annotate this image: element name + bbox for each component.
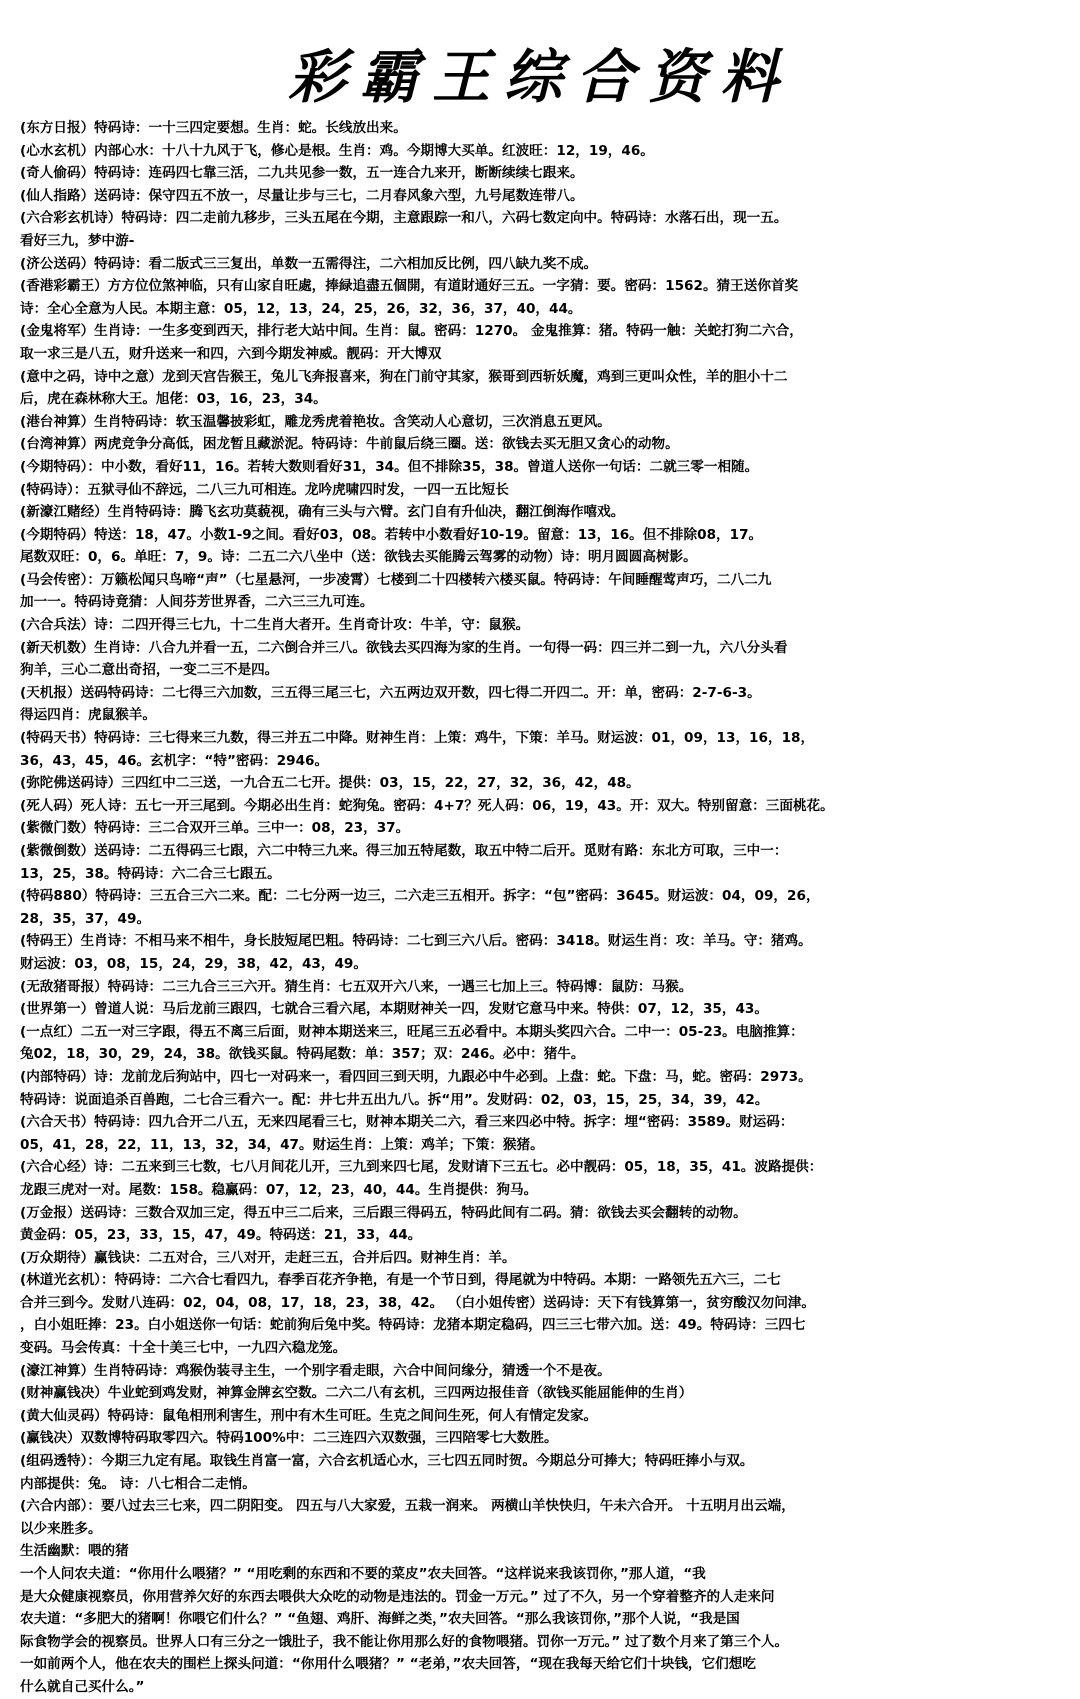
text-line: (六合彩玄机诗）特码诗：四二走前九移步，三头五尾在今期，主意跟踪一和八，六码七数定向中。特码诗：水落石出，现一五。	[20, 210, 788, 227]
text-line: 什么就自己买什么。”	[20, 1678, 145, 1695]
text-line: 28，35，37，49。	[20, 910, 151, 927]
text-line: 36，43，45，46。玄机字：“特”密码：2946。	[20, 752, 329, 769]
text-line: 后，虎在森林称大王。旭佬：03，16，23，34。	[20, 391, 327, 408]
text-line: 加一一。特码诗竟猜：人间芬芳世界香，二六三三九可连。	[20, 594, 374, 611]
text-line: (无敌猪哥报）特码诗：二三九合三三六开。猜生肖：七五双开六八来，一遇三七加上三。特码博：鼠防：马猴。	[20, 978, 693, 995]
text-line: 得运四肖：虎鼠猴羊。	[20, 707, 156, 724]
text-line: 狗羊，三心二意出奇招，一变二三不是四。	[20, 662, 279, 679]
text-line: (今期特码）特送：18，47。小数1-9之间。看好03，08。若转中小数看好10-19。留意：13，16。但不排除08，17。	[20, 526, 763, 543]
text-line: (奇人偷码）特码诗：连码四七靠三活，二九共见参一数，五一连合九来开，断断续续七跟来。	[20, 165, 584, 182]
text-line: (金鬼将军）生肖诗：一生多变到西天，排行老大站中间。生肖：鼠。密码：1270。 金鬼推算：猪。特码一触：关蛇打狗二六合，	[20, 323, 803, 340]
text-line: (六合内部）：要八过去三七来，四二阴阳变。 四五与八大家爱，五栽一润来。 两横山羊快快归，午未六合开。 十五明月出云端，	[20, 1498, 795, 1515]
text-line: (特码天书）特码诗：三七得来三九数，得三并五二中降。财神生肖：上策：鸡牛，下策：羊马。财运波：01，09，13，16，18，	[20, 730, 815, 747]
text-line: 取一求三是八五，财升送来一和四，六到今期发神威。靓码：开大博双	[20, 345, 442, 362]
text-line: ，白小姐旺捧：23。白小姐送你一句话：蛇前狗后兔中奖。特码诗：龙猪本期定稳码，四三三七带六加。送：49。特码诗：三四七	[20, 1317, 806, 1334]
text-line: 内部提供：兔。 诗：八七相合二走悄。	[20, 1475, 256, 1492]
text-line: 农夫道：“多肥大的猪啊！你喂它们什么？” “鱼翅、鸡肝、海鲜之类，”农夫回答。“那么我该罚你，”那个人说，“我是国	[20, 1611, 740, 1628]
text-line: (一点红）二五一对三字跟，得五不离三后面，财神本期送来三，旺尾三五必看中。本期头奖四六合。二中一：05-23。电脑推算：	[20, 1023, 804, 1040]
text-line: 龙跟三虎对一对。尾数：158。稳赢码：07，12，23，40，44。生肖提供：狗马。	[20, 1181, 538, 1198]
text-line: (紫微倒数）送码诗：二五得码三七跟，六二中特三九来。得三加五特尾数，取五中特二后开。觅财有路：东北方可取，三中一：	[20, 843, 788, 859]
text-line: 变码。马会传真：十全十美三七中，一九四六稳龙笼。	[20, 1340, 347, 1357]
text-line: 看好三九，梦中游-	[20, 232, 135, 249]
text-line: (六合兵法）诗：二四开得三七九，十二生肖大者开。生肖奇计攻：牛羊，守：鼠猴。	[20, 617, 530, 634]
page-title: 彩霸王综合资料	[287, 43, 792, 111]
text-line: (马会传密）：万籁松闻只鸟啼“声”（七星悬河，一步凌霄）七楼到二十四楼转六楼买鼠。特码诗：午间睡醒莺声巧，二八二九	[20, 571, 772, 588]
text-line: (特码王）生肖诗：不相马来不相牛，身长肢短尾巴粗。特码诗：二七到三六八后。密码：3418。财运生肖：攻：羊马。守：猪鸡。	[20, 933, 812, 950]
text-line: (黄大仙灵码）特码诗：鼠龟相刑利害生，刑中有木生可旺。生克之间问生死，何人有情定发家。	[20, 1407, 598, 1424]
text-line: 是大众健康视察员，你用营养欠好的东西去喂供大众吃的动物是违法的。罚金一万元。” 过了不久，另一个穿着整齐的人走来问	[20, 1588, 775, 1605]
text-line: (万金报）送码诗：三数合双加三定，得五中三二后来，三后跟三得码五，特码此间有二码。猜：欲钱去买会翻转的动物。	[20, 1204, 747, 1221]
text-line: (死人码）死人诗：五七一开三尾到。今期必出生肖：蛇狗兔。密码：4+7？死人码：06，19，43。开：双大。特别留意：三面桃花。	[20, 797, 834, 814]
text-line: 兔02，18，30，29，24，38。欲钱买鼠。特码尾数：单：357；双：246。必中：猪牛。	[20, 1046, 585, 1063]
text-line: (赢钱决）双数博特码取零四六。特码100%中：二三连四六双数强，三四陪零七大数胜。	[20, 1430, 558, 1447]
text-line: 特码诗：说面追杀百兽跑，二七合三看六一。配：井七井五出九八。拆“用”。发财码：02，03，15，25，34，39，42。	[20, 1091, 769, 1108]
text-line: (意中之码，诗中之意）龙到天宫告猴王，兔儿飞奔报喜来，狗在门前守其家，猴哥到西斩妖魔，鸡到三更叫众性，羊的胆小十二	[20, 368, 788, 385]
text-line: (特码880）特码诗：三五合三六二来。配：二七分两一边三，二六走三五相开。拆字：“包”密码：3645。财运波：04，09，26，	[20, 888, 820, 905]
story-lines	[20, 1563, 1065, 1699]
text-line: (特码诗）：五狱寻仙不辞远，二八三九可相连。龙吟虎啸四时发，一四一五比短长	[20, 481, 509, 498]
text-line: (弥陀佛送码诗）三四红中二三送，一九合五二七开。提供：03，15，22，27，32，36，42，48。	[20, 775, 640, 792]
text-line: 诗：全心全意为人民。本期主意：05，12，13，24，25，26，32，36，37，40，44。	[20, 300, 582, 317]
text-line: 合并三到今。发财八连码：02，04，08，17，18，23，38，42。 （白小姐传密）送码诗：天下有钱算第一，贫穷酸汉勿问津。	[20, 1294, 815, 1311]
text-line: (济公送码）特码诗：看二版式三三复出，单数一五需得注，二六相加反比例，四八缺九奖不成。	[20, 255, 598, 272]
text-line: 黄金码：05，23，33，15，47，49。特码送：21，33，44。	[20, 1227, 422, 1244]
text-line: (林道光玄机）：特码诗：二六合七看四九，春季百花齐争艳，有是一个节日到，得尾就为中特码。本期：一路领先五六三，二七	[20, 1272, 781, 1289]
text-line: 财运波：03，08，15，24，29，38，42，43，49。	[20, 955, 367, 972]
text-line: 一个人问农夫道：“你用什么喂猪？” “用吃剩的东西和不要的菜皮”农夫回答。“这样说来我该罚你，”那人道，“我	[20, 1566, 706, 1582]
text-line: (组码透特）：今期三九定有尾。取钱生肖富一富，六合玄机适心水，三七四五同时贺。今期总分可捧大；特码旺捧小与双。	[20, 1453, 754, 1470]
text-line: (六合天书）特码诗：四九合开二八五，无来四尾看三七，财神本期关二六，看三来四必中特。拆字：埋“密码：3589。财运码：	[20, 1114, 794, 1131]
text-line: 一如前两个人，他在农夫的围栏上探头问道：“你用什么喂猪？” “老弟，”农夫回答，“现在我每天给它们十块钱，它们想吃	[20, 1656, 756, 1673]
text-line: (濠江神算）生肖特码诗：鸡猴伪装寻主生，一个别字看走眼，六合中间问缘分，猜透一个不是夜。	[20, 1362, 611, 1379]
text-line: (紫微门数）特码诗：三二合双开三单。三中一：08，23，37。	[20, 820, 410, 837]
text-line: (心水玄机）内部心水：十八十九风于飞，修心是根。生肖：鸡。今期博大买单。红波旺：12，19，46。	[20, 142, 654, 159]
text-line: (台湾神算）两虎竞争分高低，困龙暂且藏淤泥。特码诗：牛前鼠后绕三圈。送：欲钱去买无胆又贪心的动物。	[20, 436, 679, 453]
text-line: (财神赢钱决）牛业蛇到鸡发财，神算金牌玄空数。二六二八有玄机，三四两边报佳音（欲钱买能屈能伸的生肖）	[20, 1385, 693, 1402]
text-line: 13，25，38。特码诗：六二合三七跟五。	[20, 865, 281, 882]
text-line: (天机报）送码特码诗：二七得三六加数，三五得三尾三七，六五两边双开数，四七得二开四二。开：单，密码：2-7-6-3。	[20, 684, 761, 701]
text-line: 尾数双旺：0，6。单旺：7，9。诗：二五二六八坐中（送：欲钱去买能腾云驾雾的动物）诗：明月圆圆高树影。	[20, 549, 697, 566]
text-line: (新濠江赌经）生肖特码诗：腾飞玄功莫藐视，确有三头与六臂。玄门自有升仙决，翻江倒海作嘻戏。	[20, 504, 625, 521]
story-title: 生活幽默：喂的猪	[20, 1543, 129, 1560]
text-line: (新天机数）生肖诗：八合九并看一五，二六倒合并三八。欲钱去买四海为家的生肖。一句得一码：四三并二到一九，六八分头看	[20, 639, 788, 656]
text-line: (香港彩霸王）方方位位煞神临，只有山家自旺處，捧緑追盡五個開，有道財通好三五。一字猜：要。密码：1562。猜王送你首奖	[20, 278, 799, 295]
text-line: (今期特码）：中小数，看好11，16。若转大数则看好31，34。但不排除35，38。曾道人送你一句话：二就三零一相随。	[20, 458, 759, 475]
document-body	[20, 117, 1065, 1699]
text-line: (内部特码）诗：龙前龙后狗站中，四七一对码来一，看四回三到天明，九跟必中牛必到。上盘：蛇。下盘：马，蛇。密码：2973。	[20, 1068, 812, 1085]
text-line: 际食物学会的视察员。世界人口有三分之一饿肚子，我不能让你用那么好的食物喂猪。罚你一万元。” 过了数个月来了第三个人。	[20, 1633, 789, 1650]
text-line: (东方日报）特码诗：一十三四定要想。生肖：蛇。长线放出来。	[20, 120, 407, 136]
text-line: (万众期待）赢钱诀：二五对合，三八对开，走赶三五，合并后四。财神生肖：羊。	[20, 1249, 516, 1266]
text-line: (世界第一）曾道人说：马后龙前三跟四，七就合三看六尾，本期财神关一四，发财它意马中来。特供：07，12，35，43。	[20, 1001, 768, 1018]
text-line: 05，41，28，22，11，13，32，34，47。财运生肖：上策：鸡羊；下策：猴猪。	[20, 1136, 544, 1153]
lottery-lines	[20, 117, 1065, 1540]
text-line: 以少来胜多。	[20, 1520, 102, 1537]
text-line: (六合心经）诗：二五来到三七数，七八月间花儿开，三九到来四七尾，发财请下三五七。必中靓码：05，18，35，41。波路提供：	[20, 1159, 823, 1176]
text-line: (仙人指路）送码诗：保守四五不放一，尽量让步与三七，二月春风象六型，九号尾数连带八。	[20, 187, 584, 204]
text-line: (港台神算）生肖特码诗：软玉温馨披彩虹，雕龙秀虎着艳妆。含笑动人心意切，三次消息五更风。	[20, 413, 611, 430]
